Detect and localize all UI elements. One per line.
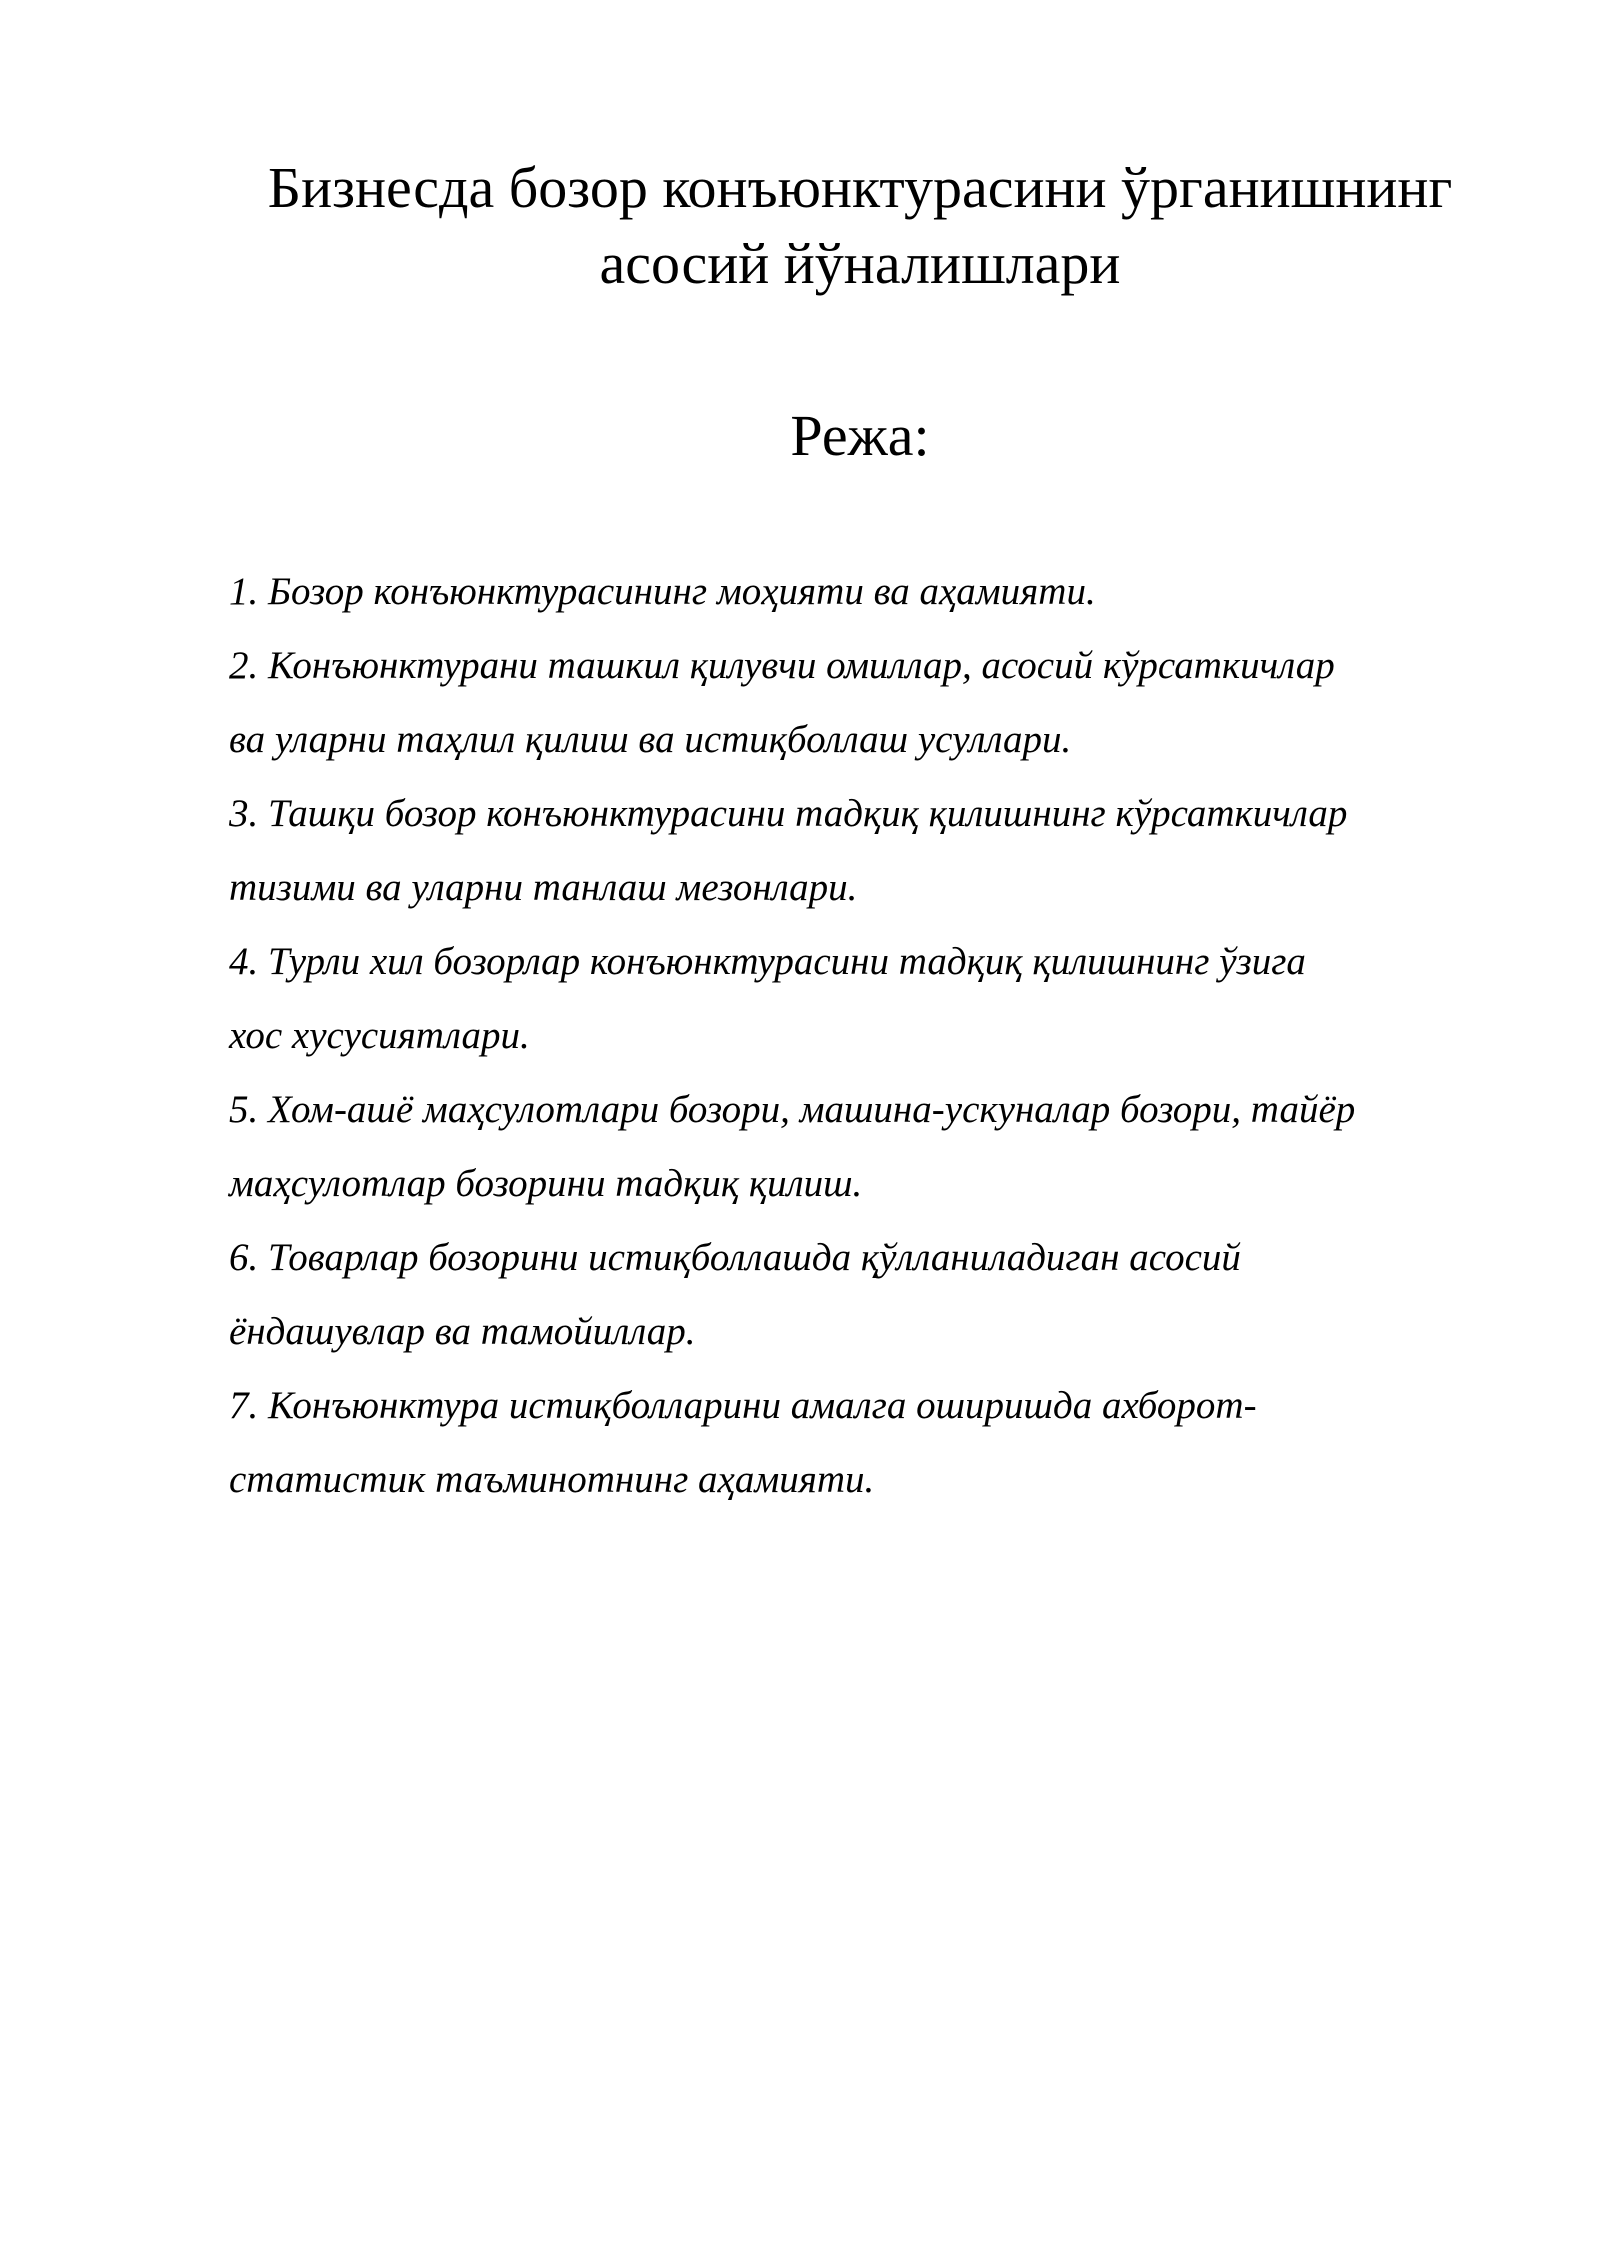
plan-item-line: ёндашувлар ва тамойиллар. [229,1310,696,1353]
plan-item-line: маҳсулотлар бозорини тадқиқ қилиш. [229,1162,863,1205]
plan-heading: Режа: [790,403,930,468]
plan-item-line: 6. Товарлар бозорини истиқболлашда қўлланиладиган асосий [229,1236,1241,1279]
document-title [180,150,1540,302]
plan-item [229,925,1529,1073]
plan-item-line: хос хусусиятлари. [229,1014,530,1057]
document-title-line: асосий йўналишлари [599,231,1121,296]
plan-item-line: 3. Ташқи бозор конъюнктурасини тадқиқ қилишнинг кўрсаткичлар [229,792,1348,835]
plan-item-line: 7. Конъюнктура истиқболларини амалга оширишда ахборот- [229,1384,1257,1427]
plan-item [229,1221,1529,1369]
plan-item [229,629,1529,777]
plan-item-line: тизими ва уларни танлаш мезонлари. [229,866,858,909]
plan-item-line: статистик таъминотнинг аҳамияти. [229,1458,875,1501]
plan-list [229,555,1529,1517]
plan-item-line: 4. Турли хил бозорлар конъюнктурасини тадқиқ қилишнинг ўзига [229,940,1306,983]
plan-item-line: ва уларни таҳлил қилиш ва истиқболлаш усуллари. [229,718,1072,761]
plan-item-line: 2. Конъюнктурани ташкил қилувчи омиллар, асосий кўрсаткичлар [229,644,1335,687]
document-title-line: Бизнесда бозор конъюнктурасини ўрганишнинг [267,155,1453,220]
plan-item [229,555,1529,629]
plan-item [229,777,1529,925]
plan-item-line: 5. Хом-ашё маҳсулотлари бозори, машина-ускуналар бозори, тайёр [229,1088,1356,1131]
plan-item [229,1369,1529,1517]
plan-item-line: 1. Бозор конъюнктурасининг моҳияти ва аҳамияти. [229,570,1096,613]
plan-item [229,1073,1529,1221]
